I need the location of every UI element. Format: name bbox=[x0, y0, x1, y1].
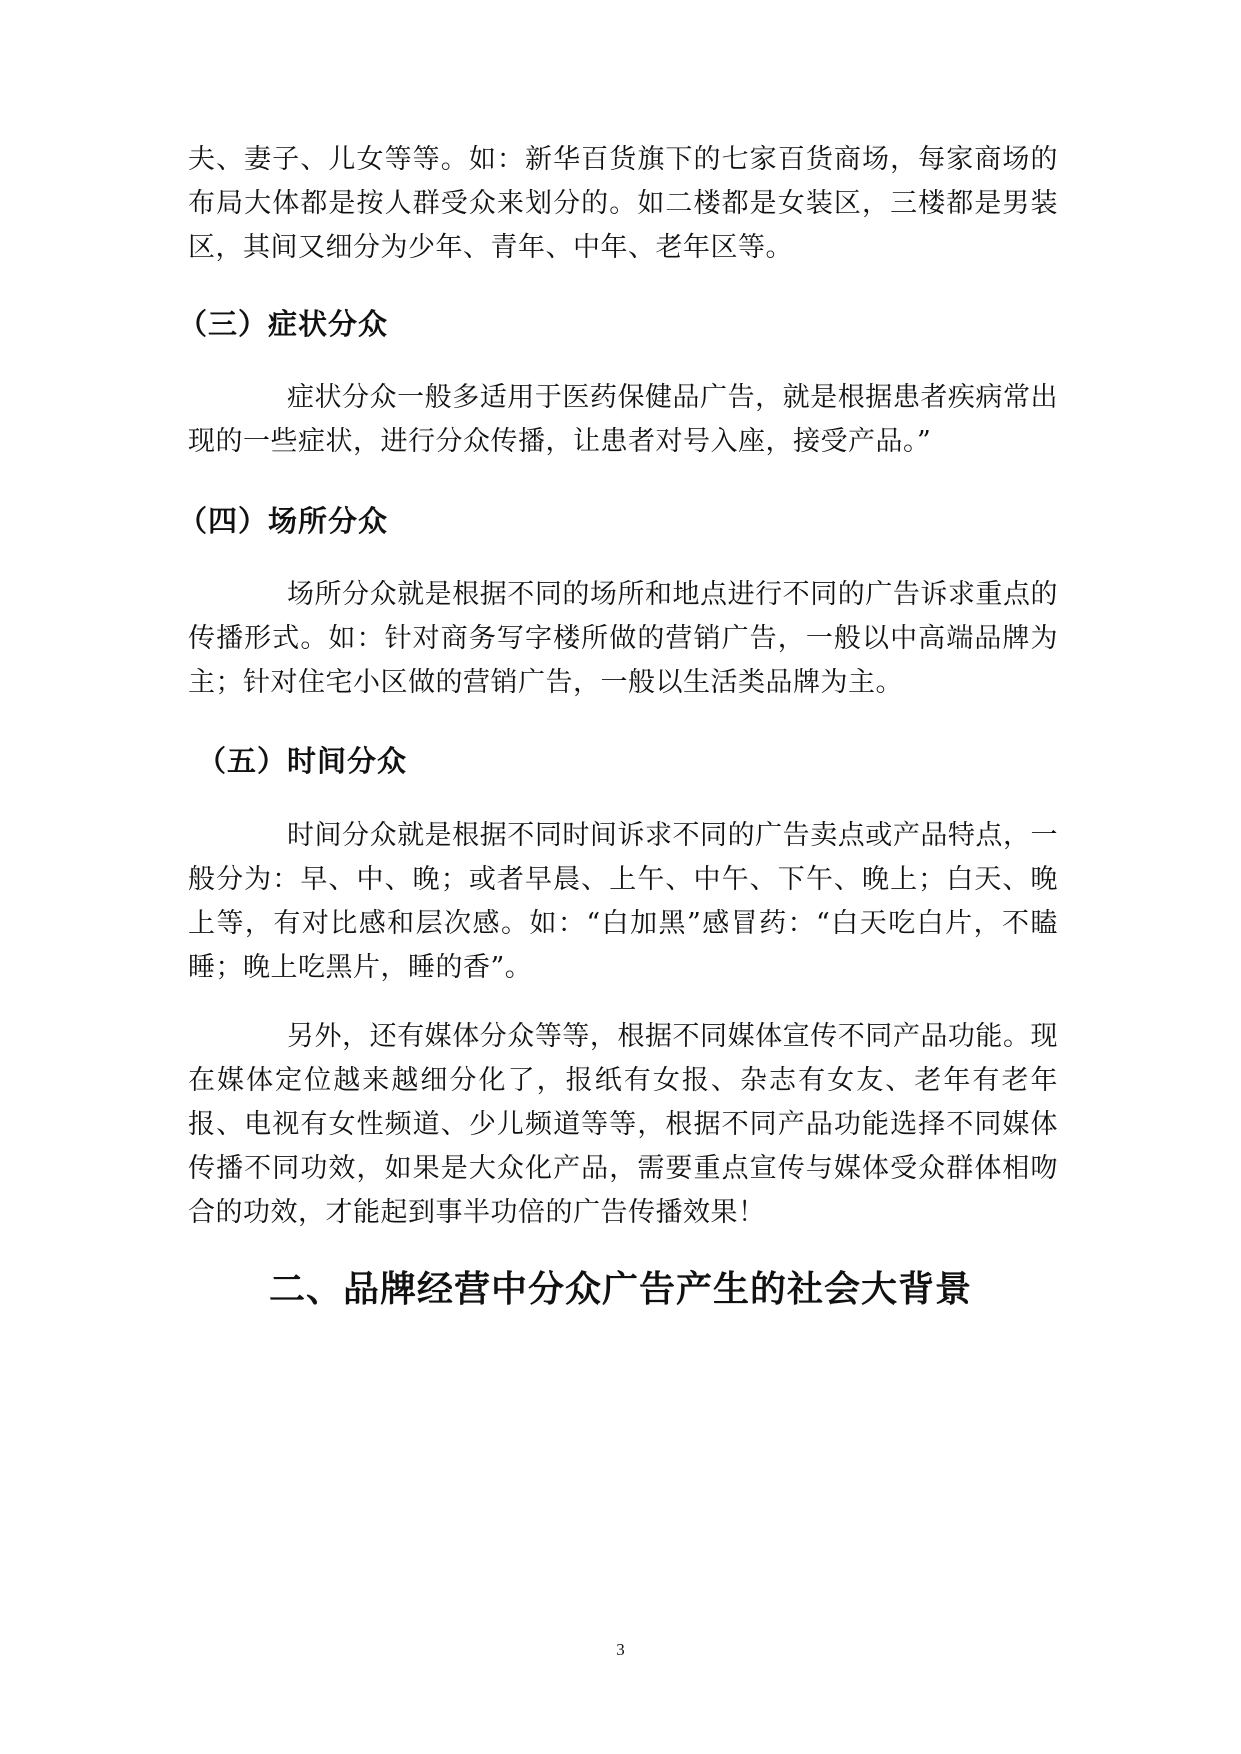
paragraph-symptom-segmentation: 症状分众一般多适用于医药保健品广告，就是根据患者疾病常出现的一些症状，进行分众传播，让患者对号入座，接受产品。” bbox=[188, 382, 1058, 457]
heading-symptom-segmentation: （三）症状分众 bbox=[178, 307, 389, 341]
intro-paragraph: 夫、妻子、儿女等等。如：新华百货旗下的七家百货商场，每家商场的布局大体都是按人群受众来划分的。如二楼都是女装区，三楼都是男装区，其间又细分为少年、青年、中年、老年区等。 bbox=[188, 144, 1058, 263]
heading-place-segmentation: （四）场所分众 bbox=[178, 504, 389, 538]
section-title: 二、品牌经营中分众广告产生的社会大背景 bbox=[268, 1269, 972, 1310]
paragraph-place-segmentation: 场所分众就是根据不同的场所和地点进行不同的广告诉求重点的传播形式。如：针对商务写字楼所做的营销广告，一般以中高端品牌为主；针对住宅小区做的营销广告，一般以生活类品牌为主。 bbox=[188, 579, 1058, 698]
paragraph-time-segmentation: 时间分众就是根据不同时间诉求不同的广告卖点或产品特点，一般分为：早、中、晚；或者早晨、上午、中午、下午、晚上；白天、晚上等，有对比感和层次感。如：“白加黑”感冒药：“白天吃白片，不瞌睡；晚上吃黑片，睡的香”。 bbox=[188, 820, 1058, 983]
closing-paragraph: 另外，还有媒体分众等等，根据不同媒体宣传不同产品功能。现在媒体定位越来越细分化了，报纸有女报、杂志有女友、老年有老年报、电视有女性频道、少儿频道等等，根据不同产品功能选择不同媒体传播不同功效，如果是大众化产品，需要重点宣传与媒体受众群体相吻合的功效，才能起到事半功倍的广告传播效果！ bbox=[188, 1021, 1058, 1228]
heading-time-segmentation: （五）时间分众 bbox=[197, 744, 408, 778]
page-number: 3 bbox=[616, 1640, 625, 1659]
